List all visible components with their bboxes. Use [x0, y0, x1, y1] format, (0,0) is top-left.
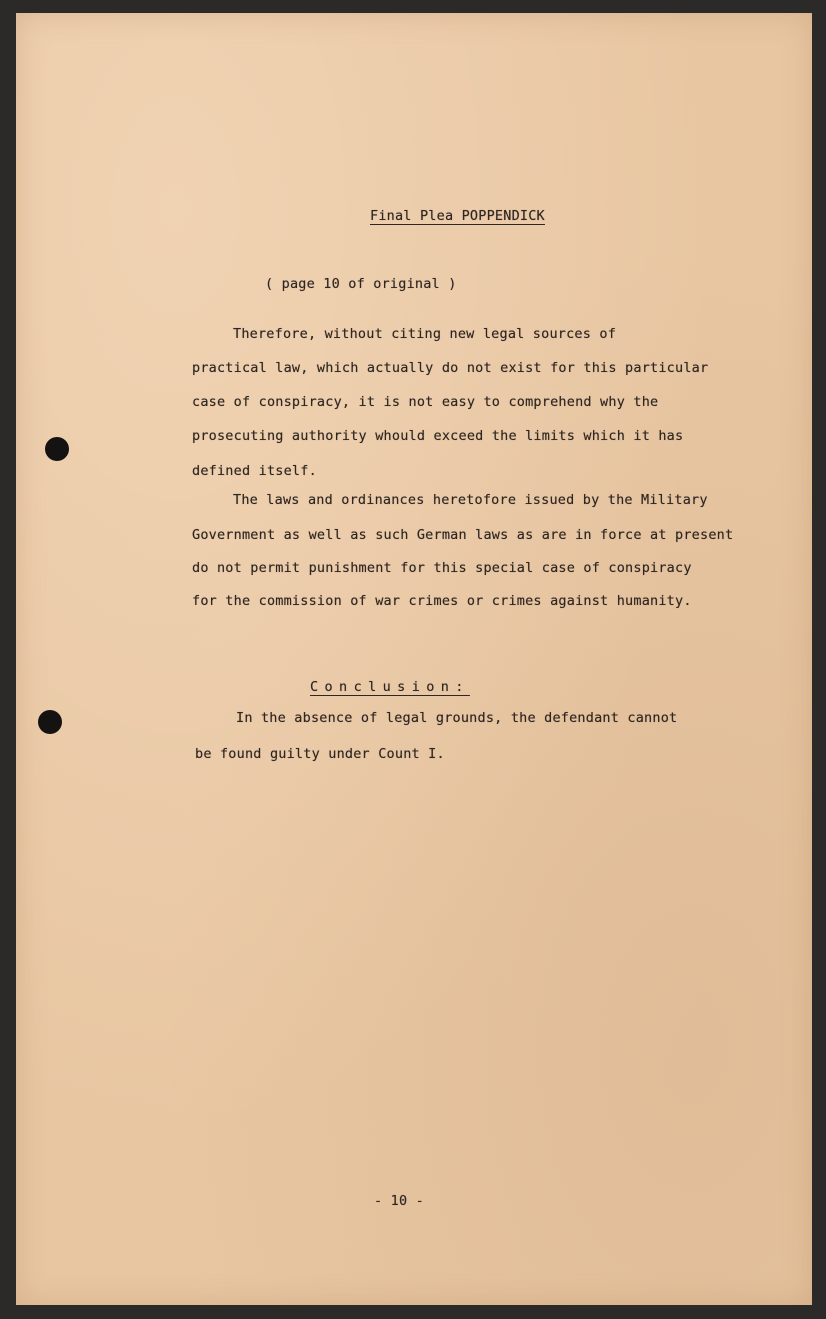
paragraph-line: for the commission of war crimes or crimes against humanity. [192, 593, 692, 609]
paragraph-line: defined itself. [192, 463, 317, 479]
conclusion-line: In the absence of legal grounds, the defendant cannot [236, 710, 678, 726]
punch-hole [38, 710, 62, 734]
paragraph-line: case of conspiracy, it is not easy to comprehend why the [192, 394, 659, 410]
page-number: - 10 - [374, 1193, 424, 1209]
conclusion-heading: Conclusion: [310, 679, 470, 695]
page-reference: ( page 10 of original ) [265, 276, 457, 292]
punch-hole [45, 437, 69, 461]
paragraph-line: The laws and ordinances heretofore issued by the Military [233, 492, 708, 508]
document-title: Final Plea POPPENDICK [370, 208, 545, 224]
paragraph-line: practical law, which actually do not exist for this particular [192, 360, 709, 376]
document-page [16, 13, 812, 1305]
paragraph-line: Therefore, without citing new legal sources of [233, 326, 617, 342]
paragraph-line: prosecuting authority whould exceed the limits which it has [192, 428, 684, 444]
paragraph-line: Government as well as such German laws as are in force at present [192, 527, 734, 543]
paragraph-line: do not permit punishment for this special case of conspiracy [192, 560, 692, 576]
conclusion-line: be found guilty under Count I. [195, 746, 445, 762]
